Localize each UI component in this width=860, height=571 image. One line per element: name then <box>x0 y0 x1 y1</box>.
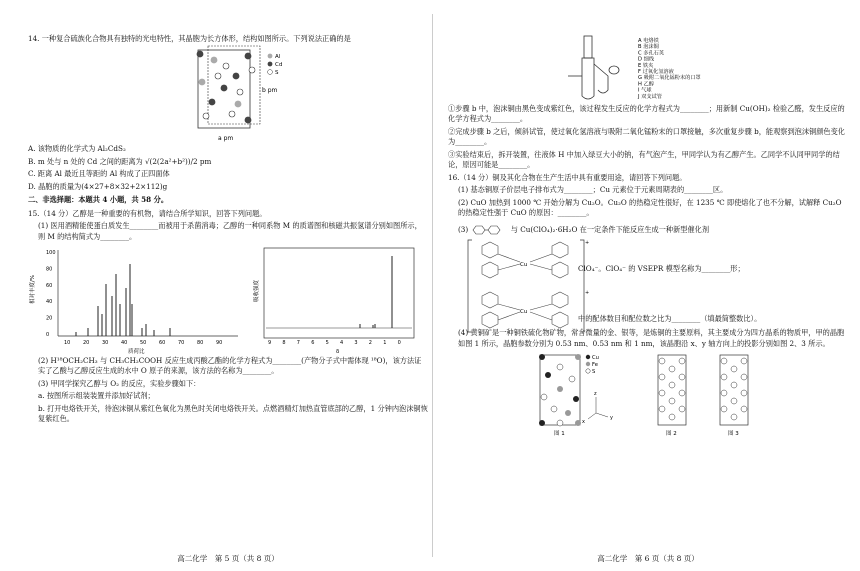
nmr-xtick: 8 <box>282 339 286 346</box>
atom <box>721 406 727 412</box>
atom <box>679 374 685 380</box>
atom <box>565 410 571 416</box>
legend-cd: Cd <box>275 62 283 69</box>
footer-left: 高二化学 第 5 页（共 8 页） <box>177 554 279 564</box>
q16-part1: (1) 基态铜原子价层电子排布式为________；Cu 元素位于元素周期表的________区。 <box>458 185 728 195</box>
q14-stem: 14. 一种复合硫族化合物具有独特的光电特性，其晶胞为长方体形，结构如图所示。下列说法正确的是 <box>28 34 351 43</box>
left-column <box>28 34 428 427</box>
atom <box>731 414 737 420</box>
atom <box>557 420 563 426</box>
column-divider <box>432 14 433 557</box>
nmr-xtick: 0 <box>397 339 401 346</box>
q15-part1: (1) 医用酒精能使蛋白质发生________而被用于杀菌消毒；乙醇的一种同系物 M 的质谱图和核磁共振氢谱分别如图所示，则 M 的结构简式为________。 <box>38 221 422 241</box>
apparatus-legend-item: F 过氧化氢溶液 <box>638 69 674 75</box>
q15-step-b: b. 打开电烙铁开关，待泡沫铜从紫红色氧化为黑色时关闭电烙铁开关。点燃酒精灯加热直管底部的乙醇，1 分钟内泡沫铜恢复紫红色。 <box>38 403 428 424</box>
ms-xtick: 30 <box>102 339 109 346</box>
ms-xtick: 20 <box>83 339 90 346</box>
atom <box>659 390 665 396</box>
q14-crystal-figure <box>178 46 428 144</box>
footer-right: 高二化学 第 6 页（共 8 页） <box>597 554 699 564</box>
bipyridine-icon <box>470 224 508 236</box>
atom <box>573 396 579 402</box>
q15-sub2: ②完成步骤 b 之后，倾斜试管，使过氧化氢溶液与吸附二氧化锰粉末的口罩接触，多次重复步骤 b，能观察到泡沫铜颜色变化为________。 <box>448 126 845 147</box>
atom <box>551 406 557 412</box>
ms-xtick: 10 <box>64 339 71 346</box>
ms-xtick: 90 <box>216 339 223 346</box>
svg-text:+: + <box>585 240 590 247</box>
q14-axis-a: a pm <box>218 135 234 143</box>
q15-sub3: ③实验结束后，拆开装置，往液体 H 中加入绿豆大小的钠，有气泡产生，甲同学认为有乙醇产生。乙同学不认同甲同学的结论，原因可能是________。 <box>448 149 840 170</box>
apparatus-legend-item: A 电烙铁 <box>638 38 659 44</box>
q16-part3-text: 与 Cu(ClO₄)₂·6H₂O 在一定条件下能反应生成一种新型催化剂 <box>510 225 710 235</box>
ms-xlabel: 质荷比 <box>128 348 145 355</box>
apparatus-legend-item: I 气球 <box>638 87 652 94</box>
atom <box>741 358 747 364</box>
ms-ytick: 40 <box>46 299 53 306</box>
atom <box>575 420 581 426</box>
atom <box>659 374 665 380</box>
q15-stem: 15.（14 分）乙醇是一种重要的有机物，请结合所学知识，回答下列问题。 <box>28 208 267 218</box>
q16-stem: 16.（14 分）铜及其化合物在生产生活中具有重要用途，请回答下列问题。 <box>448 172 687 182</box>
svg-text:y: y <box>610 415 613 422</box>
atom <box>539 354 545 360</box>
q16-part2: (2) CuO 加热到 1000 ℃ 开始分解为 Cu₂O。Cu₂O 的热稳定性很好，在 1235 ℃ 即使熔化了也不分解，试解释 Cu₂O 的热稳定性强于 CuO 的原因：________。 <box>458 197 842 217</box>
svg-text:z: z <box>594 391 597 398</box>
q15-part2: (2) H¹⁸OCH₂CH₃ 与 CH₃CH₂COOH 反应生成丙酸乙酯的化学方程式为________(产物分子式中需体现 ¹⁸O)，该方法证实了乙酸与乙醇反应生成的水中 O 原子的来源，该方法的名称为________。 <box>38 355 422 376</box>
atom <box>721 390 727 396</box>
apparatus-legend-item: C 多孔石英 <box>638 50 665 57</box>
nmr-xtick: 6 <box>311 339 315 346</box>
atom <box>679 390 685 396</box>
legend-s2: S <box>592 369 596 376</box>
q14-option-d: D. 晶胞的质量为(4×27+8×32+2×112)g <box>28 181 168 191</box>
nmr-xtick: 2 <box>368 339 372 346</box>
ms-xtick: 80 <box>197 339 204 346</box>
nmr-xtick: 1 <box>383 339 387 346</box>
atom <box>741 390 747 396</box>
apparatus-legend-item: B 泡沫铜 <box>638 44 659 51</box>
q15-step-a: a. 按图所示组装装置并添加好试剂； <box>38 391 155 401</box>
svg-text:Cu: Cu <box>520 309 528 316</box>
apparatus-svg <box>448 34 848 104</box>
nmr-xtick: 5 <box>325 339 329 346</box>
atom <box>741 406 747 412</box>
fig3-caption: 图 3 <box>728 431 739 438</box>
atom <box>679 358 685 364</box>
q14-option-c: C. 距离 Al 最近且等距的 Al 构成了正四面体 <box>28 169 170 179</box>
atom <box>557 364 563 370</box>
ms-ytick: 80 <box>46 266 53 273</box>
ms-ytick: 60 <box>46 282 53 289</box>
nmr-xtick: 7 <box>296 339 300 346</box>
section-heading: 二、非选择题：本题共 4 小题，共 58 分。 <box>28 195 169 205</box>
copper-complex-structure <box>468 236 588 336</box>
apparatus-legend-item: G 吸附二氧化锰粉末的口罩 <box>638 75 701 82</box>
ms-xtick: 50 <box>140 339 147 346</box>
apparatus-legend-item: D 细线 <box>638 56 655 63</box>
atom <box>669 366 675 372</box>
atom <box>659 406 665 412</box>
atom <box>575 354 581 360</box>
q15-sub1: ①步骤 b 中，泡沫铜由黑色变成紫红色，该过程发生反应的化学方程式为________；用新制 Cu(OH)₂ 检验乙醛，发生反应的化学方程式为________。 <box>448 104 845 124</box>
atom <box>569 376 575 382</box>
atom <box>731 398 737 404</box>
mass-spectrum <box>28 250 238 355</box>
legend-cu: Cu <box>592 355 599 362</box>
atom <box>721 358 727 364</box>
atom <box>545 372 551 378</box>
ms-ylabel: 相对丰度/% <box>30 274 36 304</box>
atom <box>557 386 563 392</box>
legend-fe: Fe <box>592 362 598 369</box>
q15-part3: (3) 甲同学探究乙醇与 O₂ 的反应，实验步骤如下： <box>38 378 201 388</box>
atom <box>669 382 675 388</box>
atom <box>659 358 665 364</box>
atom <box>731 382 737 388</box>
atom <box>741 374 747 380</box>
q14-option-b: B. m 处与 n 处的 Cd 之间的距离为 √(2(2a²+b²))/2 pm <box>28 156 212 166</box>
q16-part3-vsepr: ClO₄⁻。ClO₄⁻ 的 VSEPR 模型名称为________形； <box>578 264 745 274</box>
q14-cell-diagram <box>178 46 318 144</box>
atom <box>721 374 727 380</box>
q16-part3-ratio: 中的配体数目和配位数之比为________（填最简整数比）。 <box>578 314 762 324</box>
ms-ytick: 100 <box>46 249 56 256</box>
atom <box>679 406 685 412</box>
nmr-xlabel: δ <box>336 348 340 355</box>
nmr-xtick: 4 <box>340 339 344 346</box>
atom <box>669 398 675 404</box>
nmr-spectrum <box>252 248 414 355</box>
q16-part4: (4) 黄铜矿是一种铜铁硫化物矿物，常含微量的金、银等，是炼铜的主要原料，其主要成分为四方晶系的物质甲，甲的晶胞如图 1 所示，晶胞参数分别为 0.53 nm、0.53 nm 和 1 nm，该晶胞沿 x、y 轴方向上的投影分别如图 2、3 所示。 <box>458 328 845 348</box>
q14-option-a: A. 该物质的化学式为 Al₂CdS₂ <box>28 144 126 154</box>
spectra-svg <box>28 244 428 356</box>
q16-part3-label: (3) <box>458 225 469 235</box>
nmr-ylabel: 吸收强度 <box>254 279 260 302</box>
svg-text:x: x <box>582 419 585 426</box>
right-column <box>448 34 848 439</box>
ms-xtick: 70 <box>178 339 185 346</box>
atom <box>731 366 737 372</box>
legend-s: S <box>275 70 279 77</box>
fig2-caption: 图 2 <box>666 431 677 438</box>
q14-axis-b: b pm <box>262 87 278 95</box>
ms-ytick: 20 <box>46 315 53 322</box>
apparatus-legend-item: H 乙醇 <box>638 81 654 88</box>
svg-text:+: + <box>585 290 590 297</box>
q16-part3-block <box>448 220 848 328</box>
atom <box>669 414 675 420</box>
apparatus-figure <box>448 34 848 104</box>
fig1-caption: 图 1 <box>554 431 565 438</box>
ms-ytick: 0 <box>46 331 50 338</box>
apparatus-legend-item: E 铁夹 <box>638 62 654 69</box>
ms-xtick: 40 <box>121 339 128 346</box>
nmr-xtick: 9 <box>268 339 272 346</box>
cell-projections-svg <box>448 351 848 439</box>
svg-text:Cu: Cu <box>520 262 528 269</box>
chalcopyrite-figures <box>448 351 848 439</box>
legend-al: Al <box>275 54 281 61</box>
apparatus-legend-item: J 双支试管 <box>638 93 662 100</box>
atom <box>539 420 545 426</box>
q15-spectra <box>28 244 428 356</box>
ms-xtick: 60 <box>159 339 166 346</box>
atom <box>541 394 547 400</box>
nmr-xtick: 3 <box>354 339 358 346</box>
